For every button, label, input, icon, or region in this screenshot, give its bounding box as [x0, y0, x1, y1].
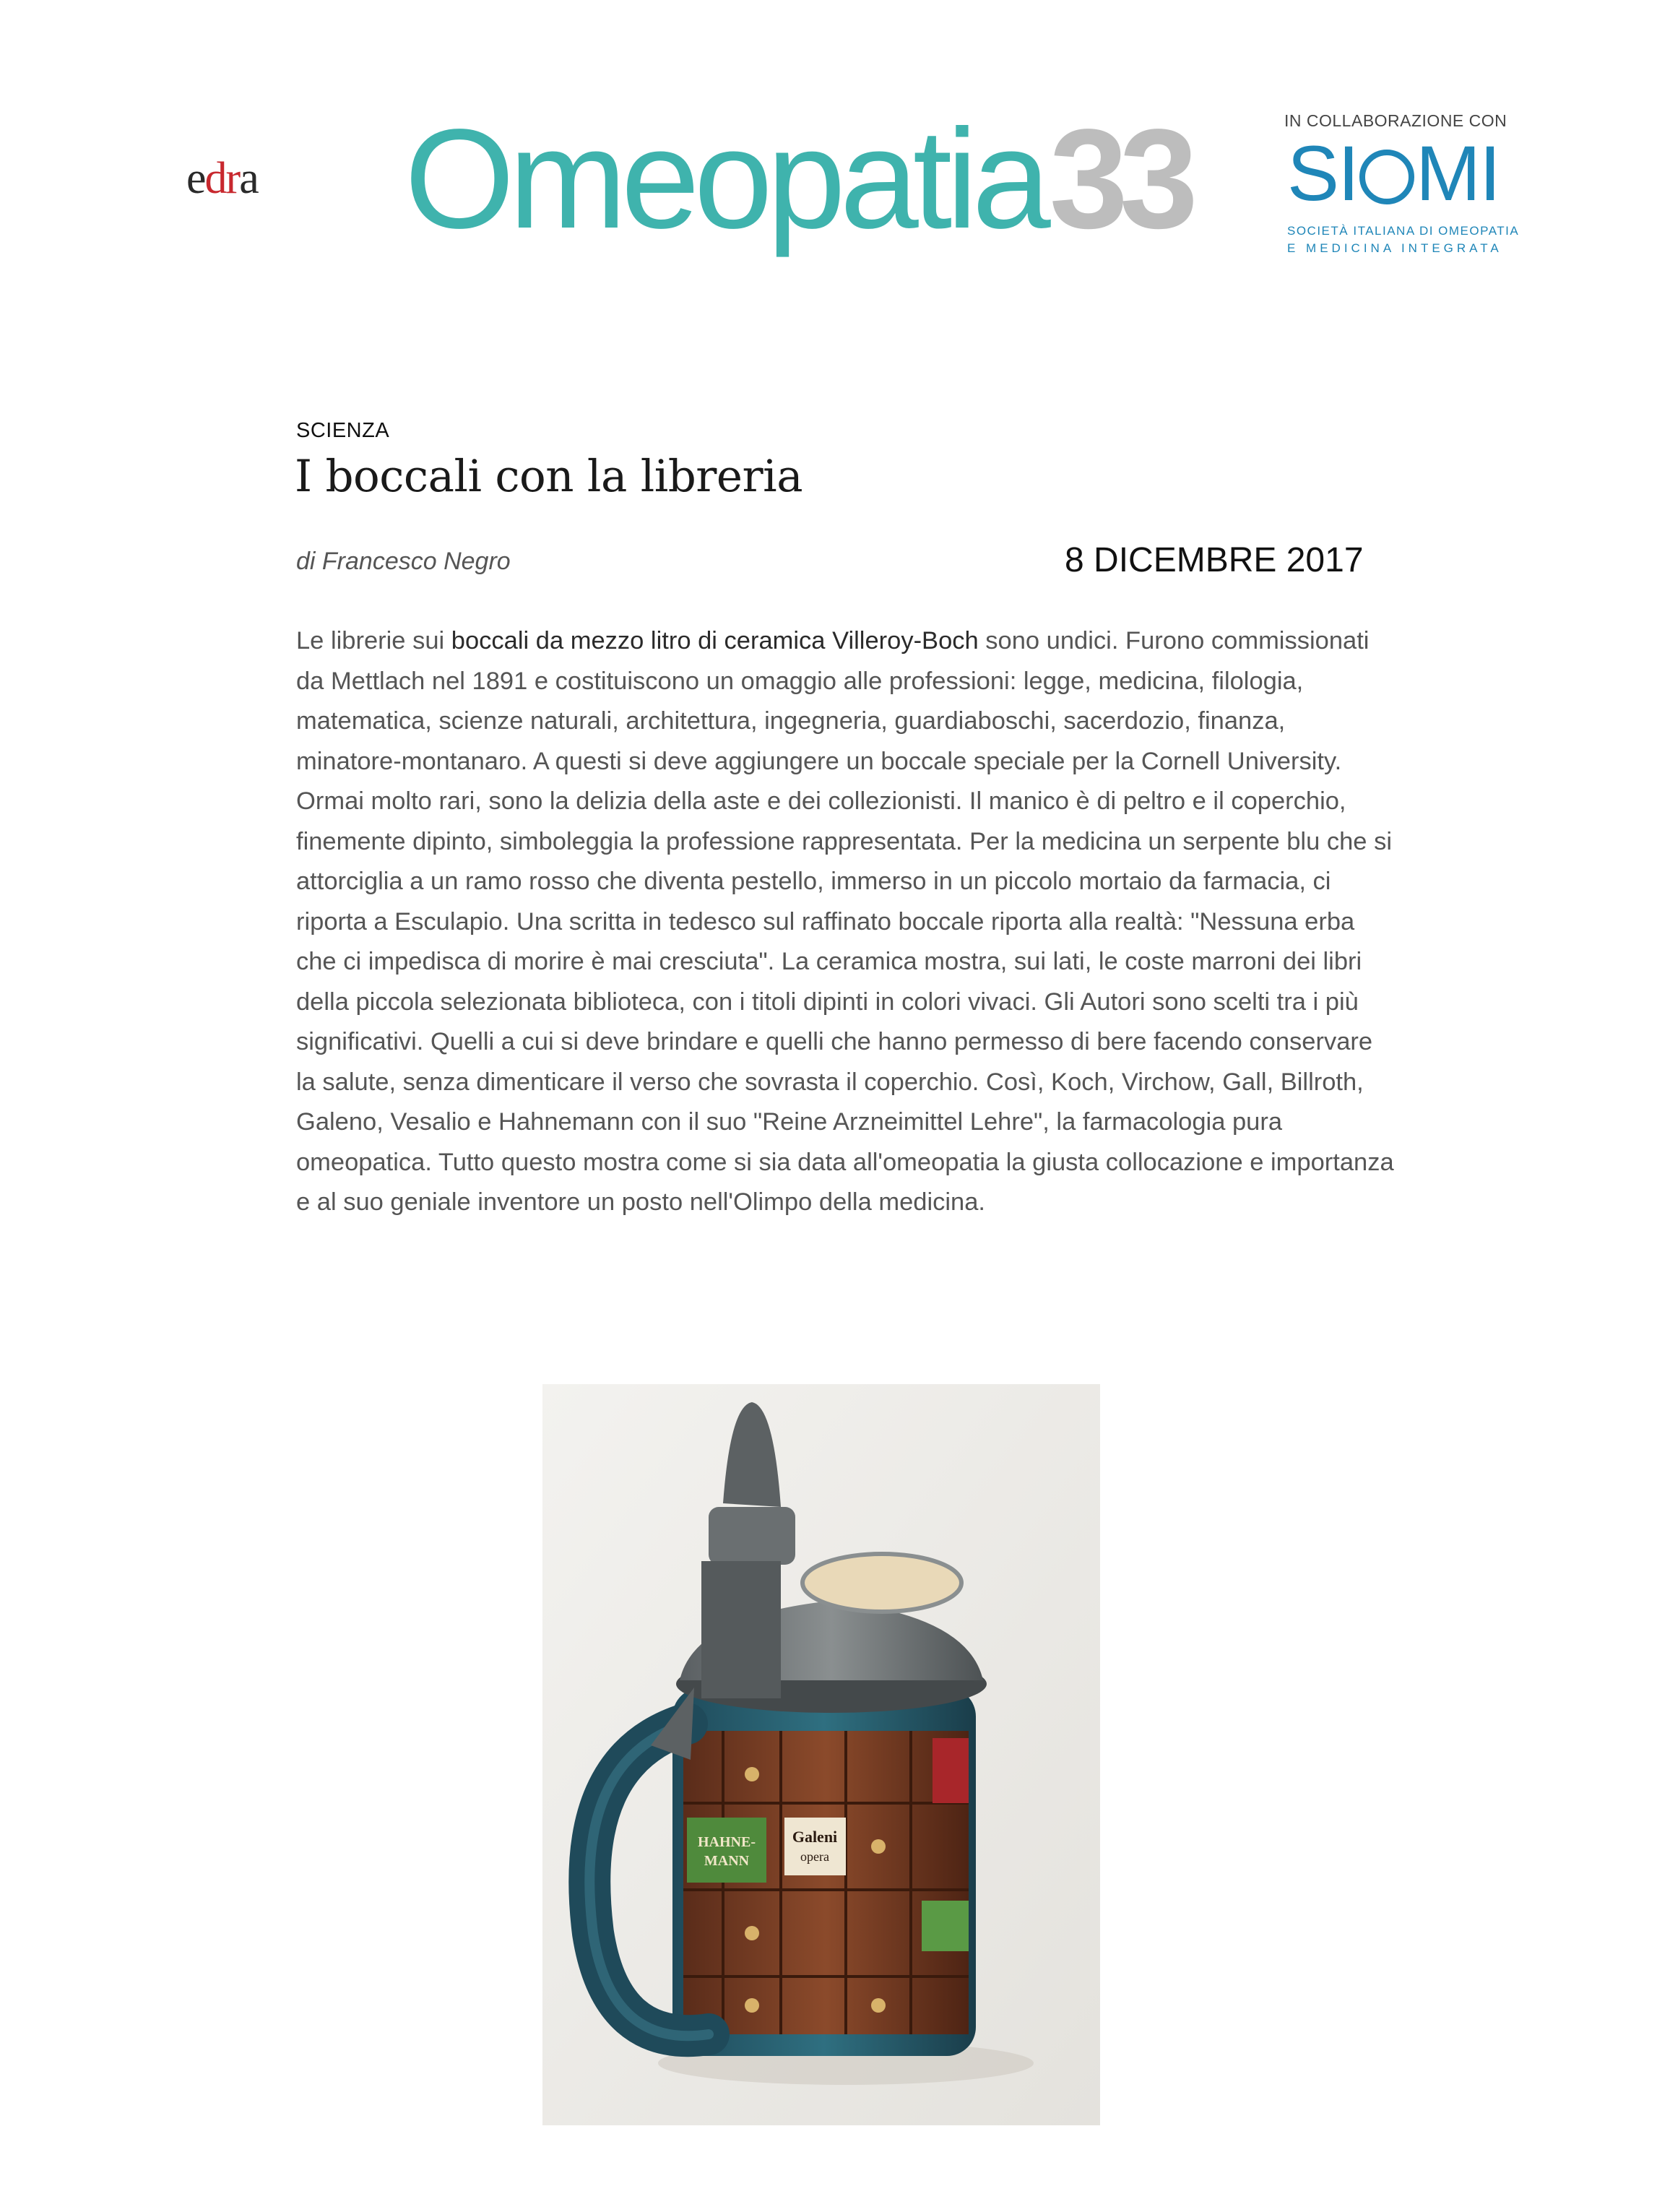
- siomi-subtitle: [1287, 223, 1519, 257]
- edra-logo-post: a: [239, 154, 258, 203]
- article-body-link[interactable]: boccali da mezzo litro di ceramica Villeroy-Boch: [451, 627, 979, 654]
- article-photo: [542, 1384, 1100, 2125]
- omeopatia-logo-word: Omeopatia: [404, 100, 1045, 258]
- siomi-subtitle-line1: SOCIETÀ ITALIANA DI OMEOPATIA: [1287, 224, 1520, 238]
- collaboration-label: IN COLLABORAZIONE CON: [1284, 111, 1507, 130]
- article-author[interactable]: di Francesco Negro: [296, 548, 511, 575]
- omeopatia-logo-number: 33: [1049, 100, 1190, 258]
- siomi-logo[interactable]: [1287, 129, 1500, 217]
- edra-logo-pre: e: [186, 154, 205, 203]
- siomi-subtitle-line2: E MEDICINA INTEGRATA: [1287, 241, 1502, 255]
- siomi-logo-pre: SI: [1287, 129, 1359, 217]
- section-label[interactable]: SCIENZA: [296, 419, 390, 442]
- siomi-logo-post: MI: [1416, 129, 1500, 217]
- edra-logo[interactable]: [186, 156, 258, 201]
- omeopatia33-logo[interactable]: [404, 100, 1190, 267]
- book-label-galeni-line2: opera: [800, 1849, 829, 1864]
- siomi-circle-icon: [1359, 150, 1414, 204]
- article-title: I boccali con la libreria: [295, 451, 803, 502]
- article-body: [296, 621, 1394, 1223]
- article-body-text: sono undici. Furono commissionati da Mettlach nel 1891 e costituiscono un omaggio alle professioni: legge, medicina, filologia, matematica, scienze naturali, architettura, ingegneria, guardiaboschi, sacerdozio, finanza, minatore-montanaro. A questi si deve aggiungere un boccale speciale per la Cornell University. Ormai molto rari, sono la delizia della aste e dei collezionisti. Il manico è di peltro e il coperchio, finemente dipinto, simboleggia la professione rappresentata. Per la medicina un serpente blu che si attorciglia a un ramo rosso che diventa pestello, immerso in un piccolo mortaio da farmacia, ci riporta a Esculapio. Una scritta in tedesco sul raffinato boccale riporta alla realtà: "Nessuna erba che ci impedisca di morire è mai cresciuta". La ceramica mostra, sui lati, le coste marroni dei libri della piccola selezionata biblioteca, con i titoli dipinti in colori vivaci. Gli Autori sono scelti tra i più significativi. Quelli a cui si deve brindare e quelli che hanno permesso di bere facendo conservare la salute, senza dimenticare il verso che sovrasta il coperchio. Così, Koch, Virchow, Gall, Billroth, Galeno, Vesalio e Hahnemann con il suo "Reine Arzneimittel Lehre", la farmacologia pura omeopatica. Tutto questo mostra come si sia data all'omeopatia la giusta collocazione e importanza e al suo geniale inventore un posto nell'Olimpo della medicina.: [296, 627, 1394, 1216]
- article-date: 8 DICEMBRE 2017: [1065, 541, 1364, 579]
- book-label-hahnemann-line1: HAHNE-: [698, 1834, 756, 1850]
- book-label-hahnemann-line2: MANN: [704, 1853, 750, 1869]
- book-label-galeni-line1: Galeni: [792, 1828, 838, 1846]
- article-body-intro: Le librerie sui: [296, 627, 451, 654]
- edra-logo-mid: dr: [204, 154, 240, 203]
- beer-stein-image: [542, 1384, 1100, 2125]
